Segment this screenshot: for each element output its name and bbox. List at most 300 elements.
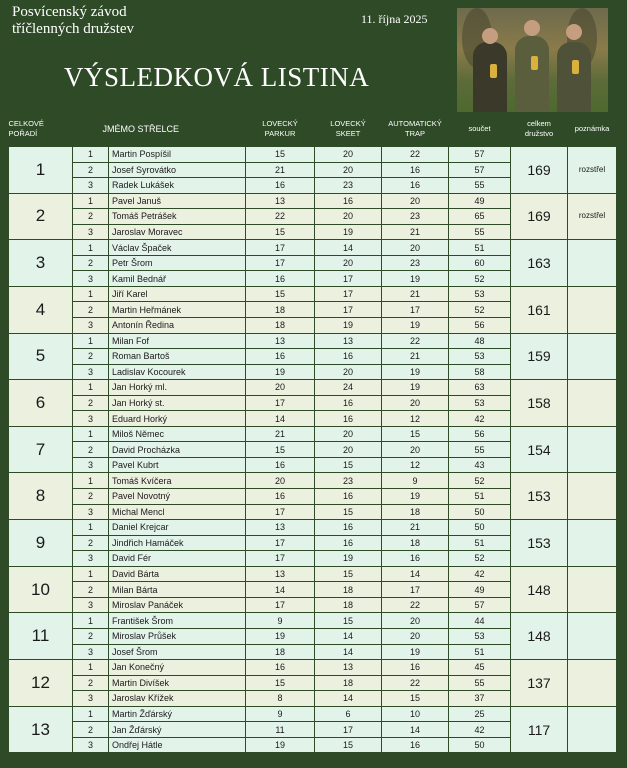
score-parkur: 19	[246, 364, 315, 380]
score-trap: 16	[382, 551, 449, 567]
score-trap: 22	[382, 597, 449, 613]
table-row	[9, 193, 617, 209]
team-rank: 9	[9, 520, 73, 567]
table-row	[9, 473, 617, 489]
score-trap: 14	[382, 566, 449, 582]
score-skeet: 24	[315, 380, 382, 396]
score-trap: 21	[382, 520, 449, 536]
score-parkur: 15	[246, 224, 315, 240]
score-parkur: 18	[246, 302, 315, 318]
shooter-name: Eduard Horký	[109, 411, 246, 427]
score-skeet: 17	[315, 286, 382, 302]
score-skeet: 16	[315, 520, 382, 536]
shooter-name: Pavel Kubrt	[109, 457, 246, 473]
member-order: 2	[73, 395, 109, 411]
score-sum: 50	[449, 520, 511, 536]
score-sum: 53	[449, 395, 511, 411]
score-skeet: 13	[315, 660, 382, 676]
team-note	[568, 380, 617, 427]
score-skeet: 15	[315, 457, 382, 473]
score-trap: 10	[382, 706, 449, 722]
score-trap: 18	[382, 504, 449, 520]
score-trap: 15	[382, 691, 449, 707]
score-sum: 53	[449, 349, 511, 365]
score-parkur: 9	[246, 706, 315, 722]
team-note	[568, 333, 617, 380]
col-team-total-header: celkem družstvo	[524, 119, 554, 138]
col-name-header: JMÉMO STŘELCE	[102, 124, 180, 134]
score-sum: 51	[449, 489, 511, 505]
team-note	[568, 566, 617, 613]
shooter-name: Jaroslav Křížek	[109, 691, 246, 707]
score-skeet: 14	[315, 691, 382, 707]
score-sum: 49	[449, 193, 511, 209]
score-parkur: 16	[246, 660, 315, 676]
score-trap: 20	[382, 193, 449, 209]
col-note-header: poznámka	[574, 124, 610, 133]
score-parkur: 13	[246, 566, 315, 582]
team-total: 137	[511, 660, 568, 707]
event-date: 11. října 2025	[361, 12, 428, 26]
team-rank: 6	[9, 380, 73, 427]
team-total: 161	[511, 286, 568, 333]
member-order: 3	[73, 551, 109, 567]
score-trap: 9	[382, 473, 449, 489]
score-sum: 52	[449, 271, 511, 287]
member-order: 3	[73, 271, 109, 287]
score-skeet: 16	[315, 535, 382, 551]
score-parkur: 9	[246, 613, 315, 629]
member-order: 3	[73, 504, 109, 520]
member-order: 1	[73, 240, 109, 256]
score-skeet: 18	[315, 582, 382, 598]
score-trap: 14	[382, 722, 449, 738]
winners-photo	[457, 8, 608, 112]
shooter-name: Jan Žďárský	[109, 722, 246, 738]
member-order: 1	[73, 706, 109, 722]
score-skeet: 6	[315, 706, 382, 722]
score-skeet: 14	[315, 644, 382, 660]
score-sum: 53	[449, 286, 511, 302]
score-parkur: 16	[246, 349, 315, 365]
score-skeet: 20	[315, 162, 382, 178]
score-trap: 17	[382, 582, 449, 598]
score-sum: 50	[449, 737, 511, 753]
shooter-name: Václav Špaček	[109, 240, 246, 256]
score-trap: 20	[382, 395, 449, 411]
col-rank-header	[9, 112, 73, 147]
score-skeet: 15	[315, 737, 382, 753]
team-total: 163	[511, 240, 568, 287]
shooter-name: Josef Šrom	[109, 644, 246, 660]
score-trap: 16	[382, 162, 449, 178]
member-order: 2	[73, 302, 109, 318]
score-sum: 43	[449, 457, 511, 473]
table-row	[9, 286, 617, 302]
score-trap: 16	[382, 178, 449, 194]
team-rank: 4	[9, 286, 73, 333]
score-skeet: 18	[315, 675, 382, 691]
score-skeet: 23	[315, 178, 382, 194]
score-sum: 49	[449, 582, 511, 598]
shooter-name: Martin Pospíšil	[109, 147, 246, 163]
score-trap: 22	[382, 147, 449, 163]
score-trap: 19	[382, 271, 449, 287]
member-order: 3	[73, 178, 109, 194]
shooter-name: Miroslav Průšek	[109, 628, 246, 644]
score-parkur: 15	[246, 147, 315, 163]
shooter-name: Pavel Novotný	[109, 489, 246, 505]
shooter-name: Milan Fof	[109, 333, 246, 349]
score-parkur: 11	[246, 722, 315, 738]
score-parkur: 13	[246, 520, 315, 536]
score-parkur: 16	[246, 271, 315, 287]
shooter-name: Miloš Němec	[109, 426, 246, 442]
team-rank: 2	[9, 193, 73, 240]
table-row	[9, 240, 617, 256]
table-header	[9, 112, 617, 147]
member-order: 2	[73, 722, 109, 738]
score-sum: 57	[449, 147, 511, 163]
score-skeet: 15	[315, 566, 382, 582]
score-sum: 42	[449, 566, 511, 582]
table-row	[9, 426, 617, 442]
member-order: 2	[73, 255, 109, 271]
shooter-name: Miroslav Panáček	[109, 597, 246, 613]
score-skeet: 14	[315, 628, 382, 644]
score-sum: 63	[449, 380, 511, 396]
score-sum: 52	[449, 302, 511, 318]
score-sum: 45	[449, 660, 511, 676]
team-total: 117	[511, 706, 568, 753]
score-sum: 42	[449, 722, 511, 738]
score-sum: 52	[449, 473, 511, 489]
score-sum: 48	[449, 333, 511, 349]
score-parkur: 18	[246, 318, 315, 334]
member-order: 2	[73, 582, 109, 598]
score-parkur: 13	[246, 193, 315, 209]
score-parkur: 14	[246, 582, 315, 598]
member-order: 3	[73, 224, 109, 240]
score-trap: 12	[382, 457, 449, 473]
score-parkur: 8	[246, 691, 315, 707]
shooter-name: Martin Žďárský	[109, 706, 246, 722]
score-parkur: 17	[246, 535, 315, 551]
shooter-name: Daniel Krejcar	[109, 520, 246, 536]
team-rank: 13	[9, 706, 73, 753]
member-order: 1	[73, 613, 109, 629]
page-title: VÝSLEDKOVÁ LISTINA	[64, 62, 370, 92]
score-sum: 52	[449, 551, 511, 567]
member-order: 2	[73, 675, 109, 691]
score-sum: 57	[449, 597, 511, 613]
shooter-name: Pavel Januš	[109, 193, 246, 209]
score-parkur: 15	[246, 675, 315, 691]
score-skeet: 19	[315, 318, 382, 334]
team-note	[568, 473, 617, 520]
shooter-name: Ondřej Hátle	[109, 737, 246, 753]
score-sum: 25	[449, 706, 511, 722]
score-trap: 22	[382, 333, 449, 349]
col-skeet-header: LOVECKÝ SKEET	[330, 119, 366, 138]
col-rank-label: CELKOVÉ POŘADÍ	[8, 119, 44, 138]
member-order: 1	[73, 566, 109, 582]
team-rank: 7	[9, 426, 73, 473]
score-skeet: 23	[315, 473, 382, 489]
score-parkur: 21	[246, 426, 315, 442]
score-skeet: 20	[315, 147, 382, 163]
col-parkur-header: LOVECKÝ PARKUR	[262, 119, 298, 138]
table-row	[9, 660, 617, 676]
score-parkur: 19	[246, 737, 315, 753]
member-order: 1	[73, 426, 109, 442]
score-sum: 58	[449, 364, 511, 380]
event-title	[12, 4, 134, 38]
score-parkur: 16	[246, 178, 315, 194]
score-sum: 42	[449, 411, 511, 427]
score-parkur: 15	[246, 286, 315, 302]
score-trap: 20	[382, 613, 449, 629]
score-trap: 17	[382, 302, 449, 318]
score-trap: 19	[382, 364, 449, 380]
score-parkur: 16	[246, 489, 315, 505]
shooter-name: Petr Šrom	[109, 255, 246, 271]
member-order: 1	[73, 520, 109, 536]
score-trap: 19	[382, 318, 449, 334]
team-total: 148	[511, 613, 568, 660]
score-skeet: 17	[315, 722, 382, 738]
score-trap: 23	[382, 255, 449, 271]
shooter-name: David Bárta	[109, 566, 246, 582]
col-trap-header: AUTOMATICKÝ TRAP	[388, 119, 442, 138]
shooter-name: Tomáš Kvíčera	[109, 473, 246, 489]
team-total: 158	[511, 380, 568, 427]
member-order: 3	[73, 597, 109, 613]
shooter-name: Radek Lukášek	[109, 178, 246, 194]
shooter-name: Tomáš Petrášek	[109, 209, 246, 225]
team-rank: 3	[9, 240, 73, 287]
team-note: rozstřel	[568, 147, 617, 194]
score-sum: 51	[449, 535, 511, 551]
score-sum: 44	[449, 613, 511, 629]
shooter-name: David Fér	[109, 551, 246, 567]
score-trap: 19	[382, 489, 449, 505]
score-trap: 18	[382, 535, 449, 551]
team-total: 153	[511, 473, 568, 520]
score-sum: 37	[449, 691, 511, 707]
shooter-name: Jindřich Hamáček	[109, 535, 246, 551]
team-note	[568, 520, 617, 567]
score-trap: 20	[382, 442, 449, 458]
score-parkur: 13	[246, 333, 315, 349]
member-order: 2	[73, 535, 109, 551]
score-trap: 16	[382, 660, 449, 676]
page-header	[0, 0, 627, 112]
member-order: 2	[73, 489, 109, 505]
score-sum: 53	[449, 628, 511, 644]
score-skeet: 19	[315, 224, 382, 240]
score-parkur: 14	[246, 411, 315, 427]
member-order: 1	[73, 660, 109, 676]
shooter-name: Jan Horký st.	[109, 395, 246, 411]
team-note	[568, 240, 617, 287]
member-order: 2	[73, 442, 109, 458]
member-order: 3	[73, 737, 109, 753]
score-parkur: 17	[246, 504, 315, 520]
score-sum: 56	[449, 426, 511, 442]
shooter-name: Jaroslav Moravec	[109, 224, 246, 240]
score-skeet: 16	[315, 489, 382, 505]
table-row	[9, 520, 617, 536]
table-row	[9, 147, 617, 163]
score-skeet: 18	[315, 597, 382, 613]
shooter-name: František Šrom	[109, 613, 246, 629]
member-order: 2	[73, 628, 109, 644]
team-rank: 8	[9, 473, 73, 520]
team-note	[568, 660, 617, 707]
score-parkur: 16	[246, 457, 315, 473]
member-order: 3	[73, 411, 109, 427]
member-order: 3	[73, 644, 109, 660]
score-parkur: 15	[246, 442, 315, 458]
score-sum: 60	[449, 255, 511, 271]
score-parkur: 17	[246, 255, 315, 271]
team-rank: 5	[9, 333, 73, 380]
score-sum: 55	[449, 675, 511, 691]
score-sum: 55	[449, 224, 511, 240]
score-skeet: 20	[315, 364, 382, 380]
member-order: 2	[73, 209, 109, 225]
member-order: 3	[73, 691, 109, 707]
score-skeet: 14	[315, 240, 382, 256]
shooter-name: Kamil Bednář	[109, 271, 246, 287]
member-order: 1	[73, 286, 109, 302]
table-row	[9, 706, 617, 722]
team-total: 159	[511, 333, 568, 380]
score-parkur: 20	[246, 380, 315, 396]
member-order: 2	[73, 349, 109, 365]
shooter-name: Jiří Karel	[109, 286, 246, 302]
score-trap: 15	[382, 426, 449, 442]
score-skeet: 20	[315, 426, 382, 442]
score-trap: 19	[382, 644, 449, 660]
score-parkur: 17	[246, 597, 315, 613]
score-trap: 23	[382, 209, 449, 225]
shooter-name: Milan Bárta	[109, 582, 246, 598]
score-sum: 65	[449, 209, 511, 225]
score-trap: 21	[382, 224, 449, 240]
score-trap: 16	[382, 737, 449, 753]
score-skeet: 17	[315, 302, 382, 318]
member-order: 1	[73, 147, 109, 163]
score-trap: 21	[382, 349, 449, 365]
score-trap: 20	[382, 240, 449, 256]
score-skeet: 16	[315, 349, 382, 365]
score-parkur: 21	[246, 162, 315, 178]
score-sum: 56	[449, 318, 511, 334]
score-sum: 55	[449, 178, 511, 194]
team-total: 169	[511, 147, 568, 194]
score-skeet: 17	[315, 271, 382, 287]
score-skeet: 16	[315, 193, 382, 209]
shooter-name: David Procházka	[109, 442, 246, 458]
shooter-name: Jan Horký ml.	[109, 380, 246, 396]
team-total: 148	[511, 566, 568, 613]
score-sum: 51	[449, 644, 511, 660]
member-order: 3	[73, 457, 109, 473]
team-note	[568, 706, 617, 753]
member-order: 1	[73, 193, 109, 209]
score-parkur: 17	[246, 240, 315, 256]
score-trap: 19	[382, 380, 449, 396]
table-row	[9, 333, 617, 349]
team-rank: 1	[9, 147, 73, 194]
shooter-name: Roman Bartoš	[109, 349, 246, 365]
team-note: rozstřel	[568, 193, 617, 240]
score-sum: 55	[449, 442, 511, 458]
score-parkur: 20	[246, 473, 315, 489]
member-order: 1	[73, 380, 109, 396]
member-order: 1	[73, 473, 109, 489]
score-skeet: 16	[315, 395, 382, 411]
score-skeet: 16	[315, 411, 382, 427]
shooter-name: Martin Heřmánek	[109, 302, 246, 318]
shooter-name: Martin Divíšek	[109, 675, 246, 691]
table-row	[9, 566, 617, 582]
score-parkur: 22	[246, 209, 315, 225]
score-skeet: 15	[315, 504, 382, 520]
score-sum: 57	[449, 162, 511, 178]
score-trap: 12	[382, 411, 449, 427]
score-skeet: 20	[315, 209, 382, 225]
team-note	[568, 286, 617, 333]
score-trap: 20	[382, 628, 449, 644]
team-total: 153	[511, 520, 568, 567]
score-skeet: 15	[315, 613, 382, 629]
score-skeet: 20	[315, 255, 382, 271]
table-row	[9, 613, 617, 629]
score-trap: 21	[382, 286, 449, 302]
member-order: 3	[73, 364, 109, 380]
shooter-name: Michal Mencl	[109, 504, 246, 520]
score-parkur: 17	[246, 395, 315, 411]
score-parkur: 18	[246, 644, 315, 660]
team-rank: 12	[9, 660, 73, 707]
member-order: 1	[73, 333, 109, 349]
team-total: 154	[511, 426, 568, 473]
results-table	[8, 112, 617, 753]
team-total: 169	[511, 193, 568, 240]
score-skeet: 20	[315, 442, 382, 458]
shooter-name: Jan Konečný	[109, 660, 246, 676]
table-row	[9, 380, 617, 396]
shooter-name: Antonín Ředina	[109, 318, 246, 334]
shooter-name: Josef Syrovátko	[109, 162, 246, 178]
event-title-line2: tříčlenných družstev	[12, 21, 135, 37]
team-rank: 10	[9, 566, 73, 613]
team-note	[568, 426, 617, 473]
score-sum: 50	[449, 504, 511, 520]
member-order: 2	[73, 162, 109, 178]
shooter-name: Ladislav Kocourek	[109, 364, 246, 380]
team-note	[568, 613, 617, 660]
team-rank: 11	[9, 613, 73, 660]
member-order: 3	[73, 318, 109, 334]
score-skeet: 13	[315, 333, 382, 349]
event-title-line1: Posvícenský závod	[12, 4, 127, 20]
col-sum-header: součet	[468, 124, 491, 133]
score-parkur: 17	[246, 551, 315, 567]
